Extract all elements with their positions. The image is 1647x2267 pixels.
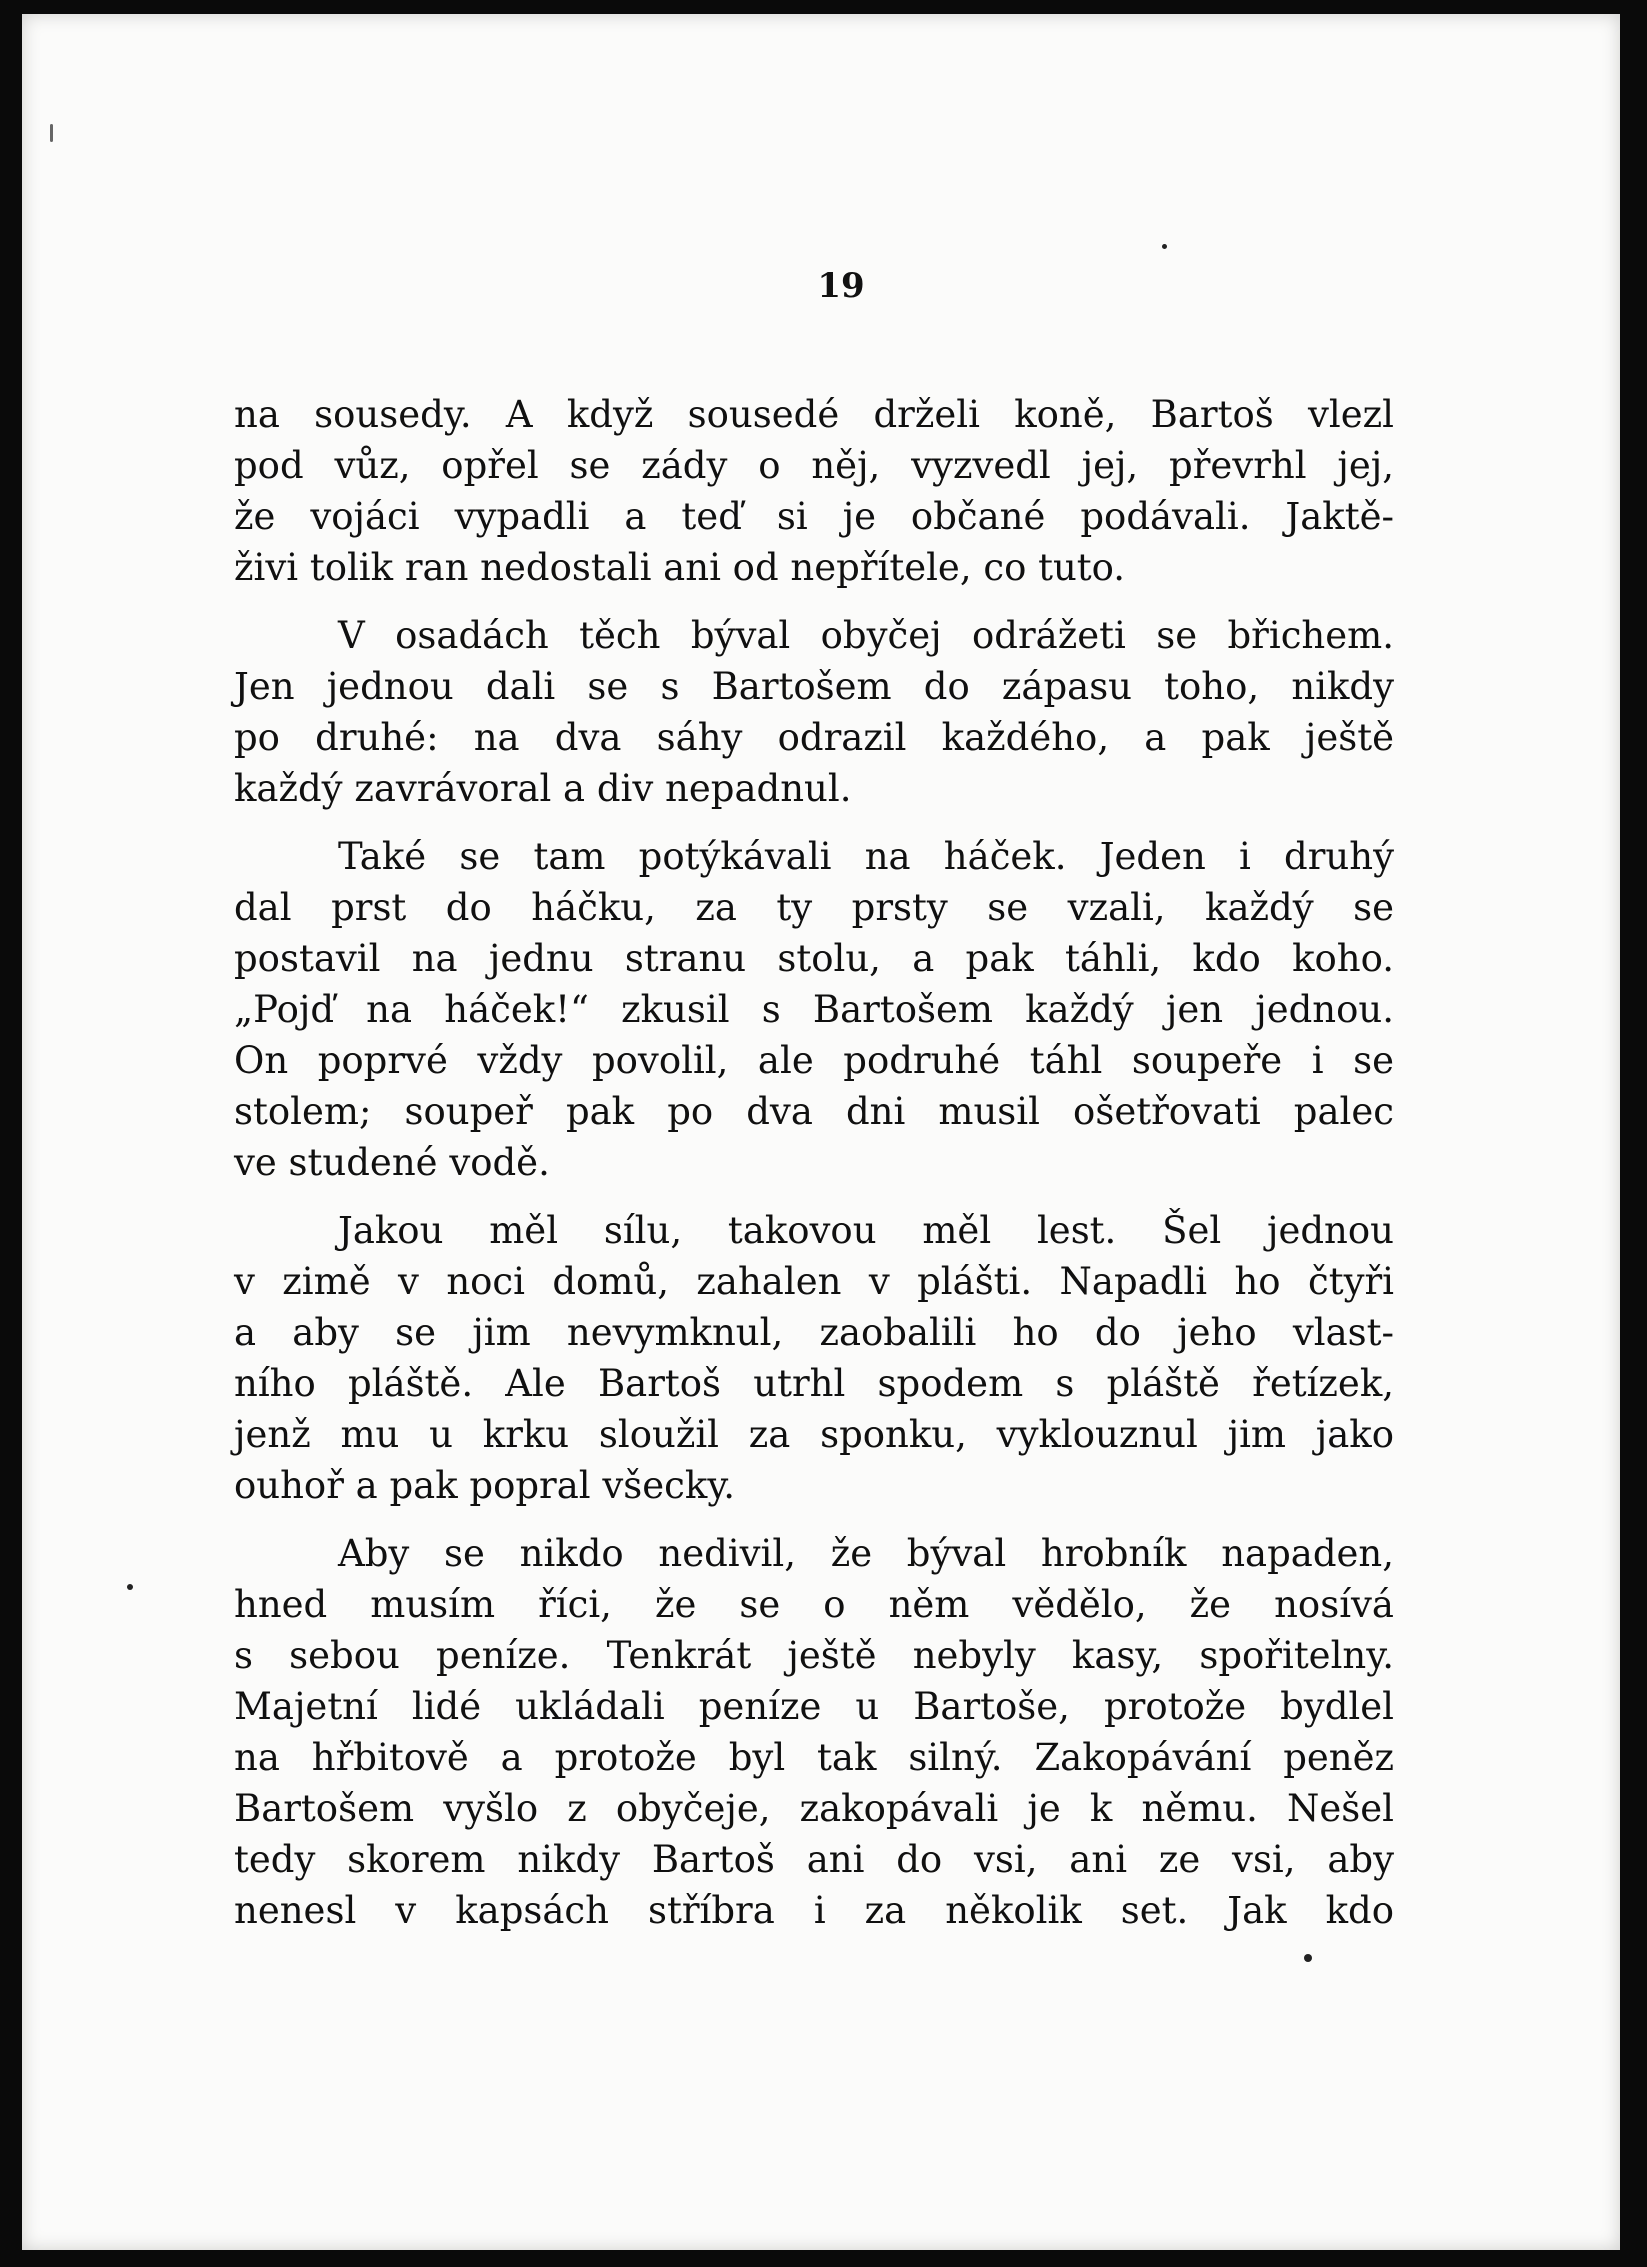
text-line: dal prst do háčku, za ty prsty se vzali, každý se	[234, 886, 1394, 929]
text-line: každý zavrávoral a div nepadnul.	[234, 767, 852, 810]
text-line: Jakou měl sílu, takovou měl lest. Šel jednou	[338, 1209, 1394, 1252]
text-line: stolem; soupeř pak po dva dni musil ošetřovati palec	[234, 1090, 1394, 1133]
text-line: Bartošem vyšlo z obyčeje, zakopávali je k němu. Nešel	[234, 1787, 1394, 1830]
text-line: hned musím říci, že se o něm vědělo, že nosívá	[234, 1583, 1394, 1626]
text-line: s sebou peníze. Tenkrát ještě nebyly kasy, spořitelny.	[234, 1634, 1394, 1677]
text-line: na sousedy. A když sousedé drželi koně, Bartoš vlezl	[234, 393, 1394, 436]
text-line: Majetní lidé ukládali peníze u Bartoše, protože bydlel	[234, 1685, 1394, 1728]
text-line: Také se tam potýkávali na háček. Jeden i druhý	[338, 835, 1394, 878]
text-line: živi tolik ran nedostali ani od nepřítele, co tuto.	[234, 546, 1126, 589]
text-line: Jen jednou dali se s Bartošem do zápasu toho, nikdy	[234, 665, 1394, 708]
paragraph-gap	[234, 1511, 1394, 1528]
text-line: po druhé: na dva sáhy odrazil každého, a pak ještě	[234, 716, 1394, 759]
book-page	[22, 14, 1620, 2250]
text-line: pod vůz, opřel se zády o něj, vyzvedl jej, převrhl jej,	[234, 444, 1394, 487]
scan-speck	[127, 1584, 133, 1590]
paragraph-gap	[234, 1188, 1394, 1205]
text-line: ve studené vodě.	[234, 1141, 550, 1184]
text-line: jenž mu u krku sloužil za sponku, vyklouznul jim jako	[234, 1413, 1394, 1456]
text-line: „Pojď na háček!“ zkusil s Bartošem každý jen jednou.	[234, 988, 1394, 1031]
text-line: a aby se jim nevymknul, zaobalili ho do jeho vlast-	[234, 1311, 1394, 1354]
text-line: V osadách těch býval obyčej odrážeti se břichem.	[338, 614, 1394, 657]
text-line: tedy skorem nikdy Bartoš ani do vsi, ani ze vsi, aby	[234, 1838, 1394, 1881]
text-line: ouhoř a pak popral všecky.	[234, 1464, 736, 1507]
paragraph-gap	[234, 593, 1394, 610]
scan-speck	[50, 124, 53, 142]
text-line: postavil na jednu stranu stolu, a pak táhli, kdo koho.	[234, 937, 1394, 980]
text-line: On poprvé vždy povolil, ale podruhé táhl soupeře i se	[234, 1039, 1394, 1082]
text-line: že vojáci vypadli a teď si je občané podávali. Jaktě-	[234, 495, 1394, 538]
text-line: Aby se nikdo nedivil, že býval hrobník napaden,	[338, 1532, 1394, 1575]
paragraph-gap	[234, 814, 1394, 831]
text-line: v zimě v noci domů, zahalen v plášti. Napadli ho čtyři	[234, 1260, 1394, 1303]
scan-speck	[1304, 1954, 1312, 1962]
text-line: na hřbitově a protože byl tak silný. Zakopávání peněz	[234, 1736, 1394, 1779]
scan-speck	[1162, 244, 1167, 249]
body-text	[234, 389, 1394, 1936]
text-line: nenesl v kapsách stříbra i za několik set. Jak kdo	[234, 1889, 1394, 1932]
text-line: ního pláště. Ale Bartoš utrhl spodem s pláště řetízek,	[234, 1362, 1394, 1405]
page-number: 19	[817, 266, 865, 306]
